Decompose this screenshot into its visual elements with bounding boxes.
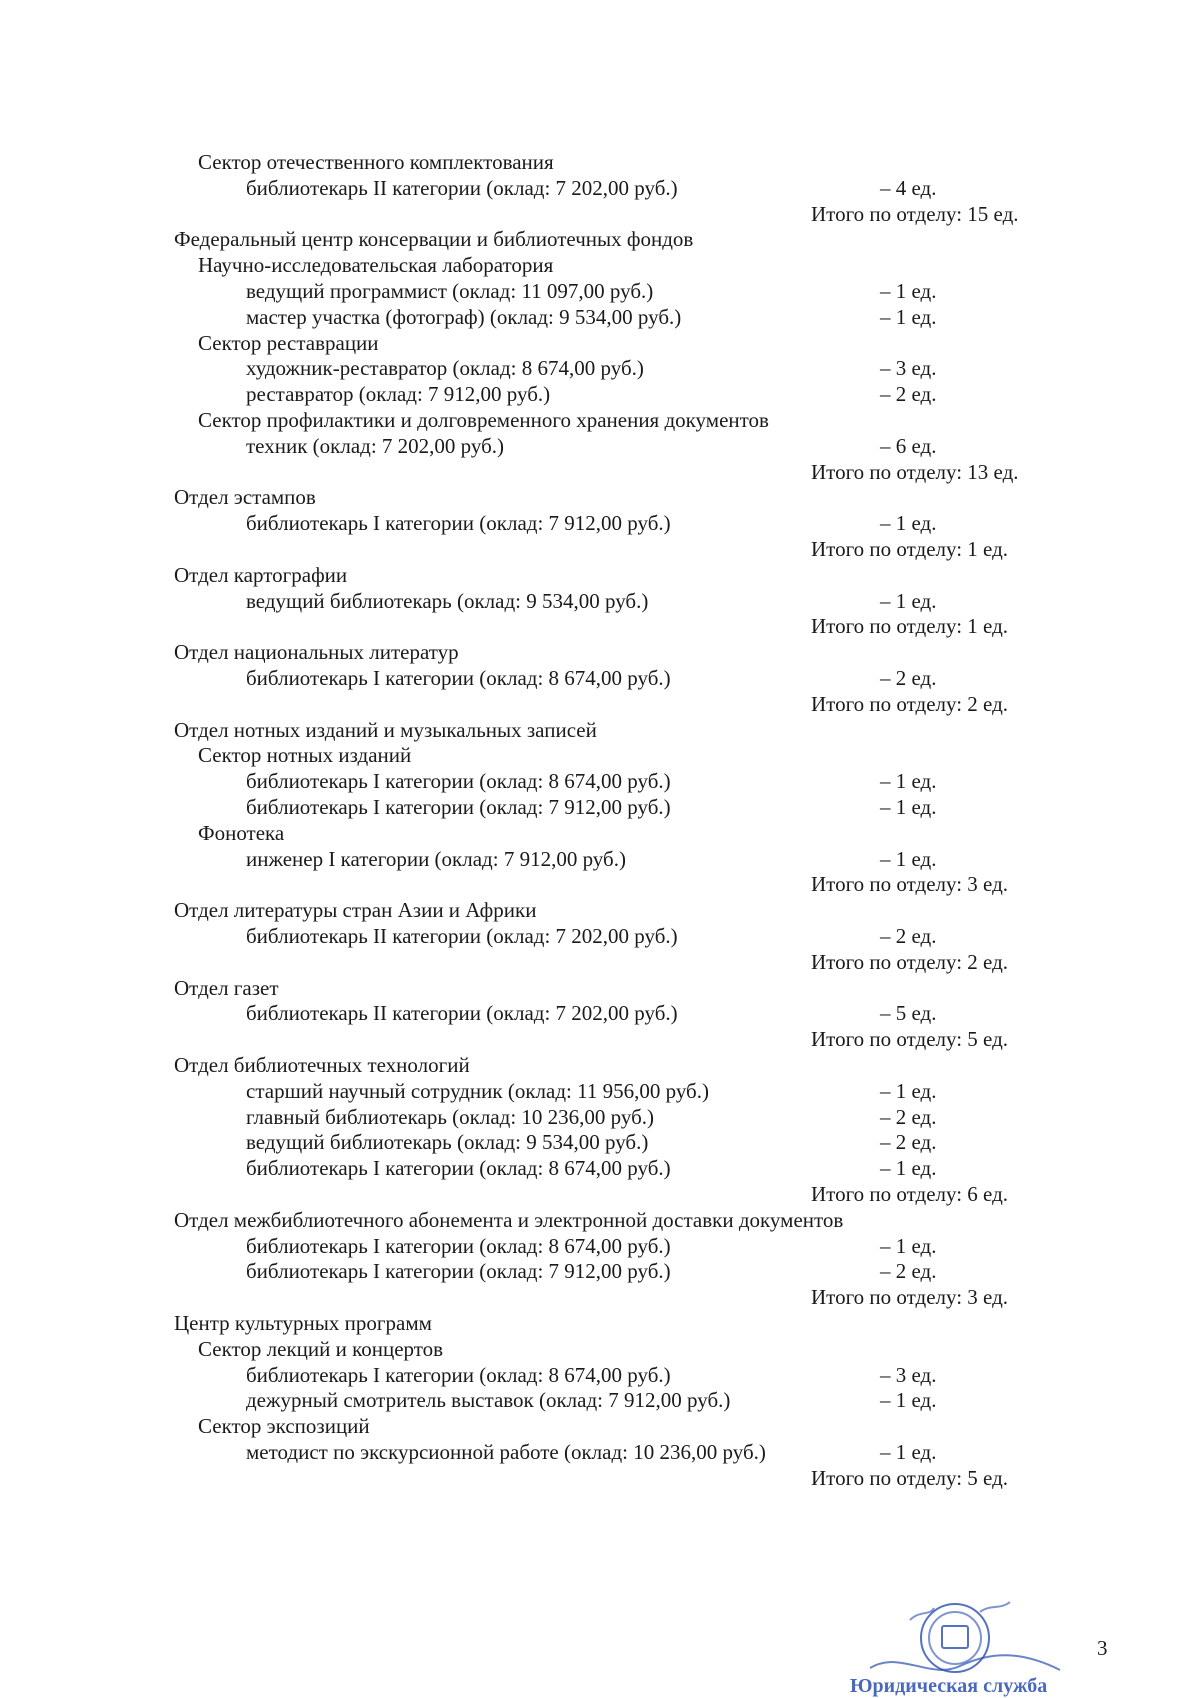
department-total <box>0 870 1200 898</box>
department-total <box>0 948 1200 976</box>
line-text: Итого по отделу: 13 ед. <box>811 459 1019 484</box>
position-row <box>0 277 1200 305</box>
position-title: ведущий библиотекарь (оклад: 9 534,00 руб.) <box>246 588 649 613</box>
line-text: Центр культурных программ <box>174 1311 432 1335</box>
stamp-seal <box>850 1590 1080 1698</box>
position-row <box>0 767 1200 795</box>
position-row <box>0 587 1200 615</box>
position-row <box>0 1128 1200 1156</box>
position-quantity: – 5 ед. <box>880 1001 937 1026</box>
department-total <box>0 535 1200 563</box>
department-heading <box>0 225 1200 253</box>
position-title: методист по экскурсионной работе (оклад: 10 236,00 руб.) <box>246 1440 766 1464</box>
position-quantity: – 1 ед. <box>880 588 937 613</box>
department-heading <box>0 1309 1200 1337</box>
department-heading <box>0 638 1200 666</box>
sector-heading <box>0 1412 1200 1440</box>
line-text: Сектор нотных изданий <box>198 743 412 768</box>
position-row <box>0 174 1200 202</box>
position-row <box>0 664 1200 692</box>
position-quantity: – 2 ед. <box>880 924 937 948</box>
line-text: Сектор профилактики и долговременного хранения документов <box>198 408 769 432</box>
position-quantity: – 1 ед. <box>880 279 937 303</box>
department-heading <box>0 974 1200 1002</box>
position-quantity: – 1 ед. <box>880 795 937 819</box>
sector-heading <box>0 251 1200 279</box>
position-title: старший научный сотрудник (оклад: 11 956,00 руб.) <box>246 1078 709 1103</box>
line-text: Итого по отделу: 6 ед. <box>811 1182 1009 1206</box>
position-quantity: – 2 ед. <box>880 1259 937 1284</box>
line-text: Отдел литературы стран Азии и Африки <box>174 898 537 923</box>
line-text: Итого по отделу: 15 ед. <box>811 201 1019 226</box>
department-total <box>0 200 1200 228</box>
position-quantity: – 1 ед. <box>880 1440 937 1464</box>
line-text: Сектор экспозиций <box>198 1414 370 1439</box>
svg-text:Юридическая служба: Юридическая служба <box>850 1675 1048 1697</box>
position-row <box>0 922 1200 950</box>
line-text: Отдел картографии <box>174 562 348 587</box>
position-row <box>0 1103 1200 1131</box>
position-quantity: – 1 ед. <box>880 769 937 794</box>
line-text: Итого по отделу: 5 ед. <box>811 1465 1009 1490</box>
line-text: Итого по отделу: 1 ед. <box>811 614 1009 639</box>
position-quantity: – 1 ед. <box>880 511 937 536</box>
position-quantity: – 3 ед. <box>880 1362 937 1387</box>
position-row <box>0 845 1200 873</box>
position-title: библиотекарь I категории (оклад: 8 674,00 руб.) <box>246 1362 671 1387</box>
position-quantity: – 3 ед. <box>880 356 937 381</box>
position-title: ведущий библиотекарь (оклад: 9 534,00 руб.) <box>246 1130 649 1155</box>
position-row <box>0 793 1200 821</box>
line-text: Сектор лекций и концертов <box>198 1336 444 1361</box>
position-quantity: – 1 ед. <box>880 1388 937 1413</box>
line-text: Итого по отделу: 2 ед. <box>811 691 1009 716</box>
page-number: 3 <box>1097 1636 1108 1660</box>
department-heading <box>0 896 1200 924</box>
position-title: библиотекарь I категории (оклад: 8 674,00 руб.) <box>246 769 671 794</box>
line-text: Отдел газет <box>174 975 279 1000</box>
line-text: Отдел библиотечных технологий <box>174 1053 470 1077</box>
line-text: Фонотека <box>198 820 285 845</box>
sector-heading <box>0 1335 1200 1363</box>
line-text: Отдел эстампов <box>174 485 316 510</box>
department-total <box>0 1464 1200 1492</box>
line-text: Отдел межбиблиотечного абонемента и электронной доставки документов <box>174 1207 844 1232</box>
position-title: библиотекарь I категории (оклад: 8 674,00 руб.) <box>246 666 671 690</box>
position-title: реставратор (оклад: 7 912,00 руб.) <box>246 382 551 407</box>
position-row <box>0 509 1200 537</box>
position-quantity: – 2 ед. <box>880 666 937 690</box>
position-quantity: – 4 ед. <box>880 175 937 200</box>
position-row <box>0 999 1200 1027</box>
position-row <box>0 303 1200 331</box>
department-total <box>0 690 1200 718</box>
position-quantity: – 1 ед. <box>880 1233 937 1258</box>
position-row <box>0 1438 1200 1466</box>
department-heading <box>0 561 1200 589</box>
position-row <box>0 1257 1200 1285</box>
position-title: библиотекарь I категории (оклад: 8 674,00 руб.) <box>246 1233 671 1258</box>
line-text: Отдел нотных изданий и музыкальных записей <box>174 717 597 742</box>
position-quantity: – 2 ед. <box>880 1130 937 1155</box>
position-title: ведущий программист (оклад: 11 097,00 руб.) <box>246 279 654 303</box>
sector-heading <box>0 148 1200 176</box>
position-row <box>0 1361 1200 1389</box>
line-text: Сектор реставрации <box>198 330 379 355</box>
position-title: библиотекарь II категории (оклад: 7 202,00 руб.) <box>246 1001 678 1026</box>
position-title: библиотекарь I категории (оклад: 7 912,00 руб.) <box>246 511 671 536</box>
department-heading <box>0 716 1200 744</box>
position-quantity: – 2 ед. <box>880 1104 937 1129</box>
position-title: библиотекарь I категории (оклад: 7 912,00 руб.) <box>246 1259 671 1284</box>
sector-heading <box>0 329 1200 357</box>
line-text: Федеральный центр консервации и библиотечных фондов <box>174 227 694 252</box>
position-quantity: – 1 ед. <box>880 1078 937 1103</box>
position-title: библиотекарь I категории (оклад: 7 912,00 руб.) <box>246 795 671 819</box>
line-text: Отдел национальных литератур <box>174 640 459 665</box>
line-text: Итого по отделу: 5 ед. <box>811 1027 1009 1052</box>
sector-heading <box>0 406 1200 434</box>
position-title: художник-реставратор (оклад: 8 674,00 руб.) <box>246 356 644 381</box>
position-row <box>0 1077 1200 1105</box>
position-row <box>0 1232 1200 1260</box>
department-total <box>0 1180 1200 1208</box>
line-text: Сектор отечественного комплектования <box>198 150 554 174</box>
position-row <box>0 1386 1200 1414</box>
department-total <box>0 1025 1200 1053</box>
department-total <box>0 1283 1200 1311</box>
department-heading <box>0 483 1200 511</box>
sector-heading <box>0 741 1200 769</box>
position-title: мастер участка (фотограф) (оклад: 9 534,00 руб.) <box>246 304 682 329</box>
position-title: библиотекарь II категории (оклад: 7 202,00 руб.) <box>246 924 678 948</box>
position-title: библиотекарь II категории (оклад: 7 202,00 руб.) <box>246 175 678 200</box>
department-heading <box>0 1051 1200 1079</box>
position-title: главный библиотекарь (оклад: 10 236,00 руб.) <box>246 1104 655 1129</box>
position-row <box>0 1154 1200 1182</box>
position-title: техник (оклад: 7 202,00 руб.) <box>246 433 505 458</box>
department-heading <box>0 1206 1200 1234</box>
line-text: Итого по отделу: 3 ед. <box>811 1285 1009 1310</box>
line-text: Итого по отделу: 1 ед. <box>811 537 1009 561</box>
position-row <box>0 432 1200 460</box>
position-title: библиотекарь I категории (оклад: 8 674,00 руб.) <box>246 1156 671 1181</box>
position-row <box>0 380 1200 408</box>
sector-heading <box>0 819 1200 847</box>
line-text: Итого по отделу: 2 ед. <box>811 949 1009 974</box>
position-quantity: – 2 ед. <box>880 382 937 407</box>
line-text: Научно-исследовательская лаборатория <box>198 253 554 278</box>
department-total <box>0 612 1200 640</box>
position-quantity: – 1 ед. <box>880 304 937 329</box>
position-quantity: – 1 ед. <box>880 846 937 871</box>
position-row <box>0 354 1200 382</box>
line-text: Итого по отделу: 3 ед. <box>811 872 1009 897</box>
position-title: дежурный смотритель выставок (оклад: 7 912,00 руб.) <box>246 1388 731 1413</box>
position-quantity: – 1 ед. <box>880 1156 937 1181</box>
department-total <box>0 458 1200 486</box>
position-title: инженер I категории (оклад: 7 912,00 руб.) <box>246 846 626 871</box>
position-quantity: – 6 ед. <box>880 433 937 458</box>
